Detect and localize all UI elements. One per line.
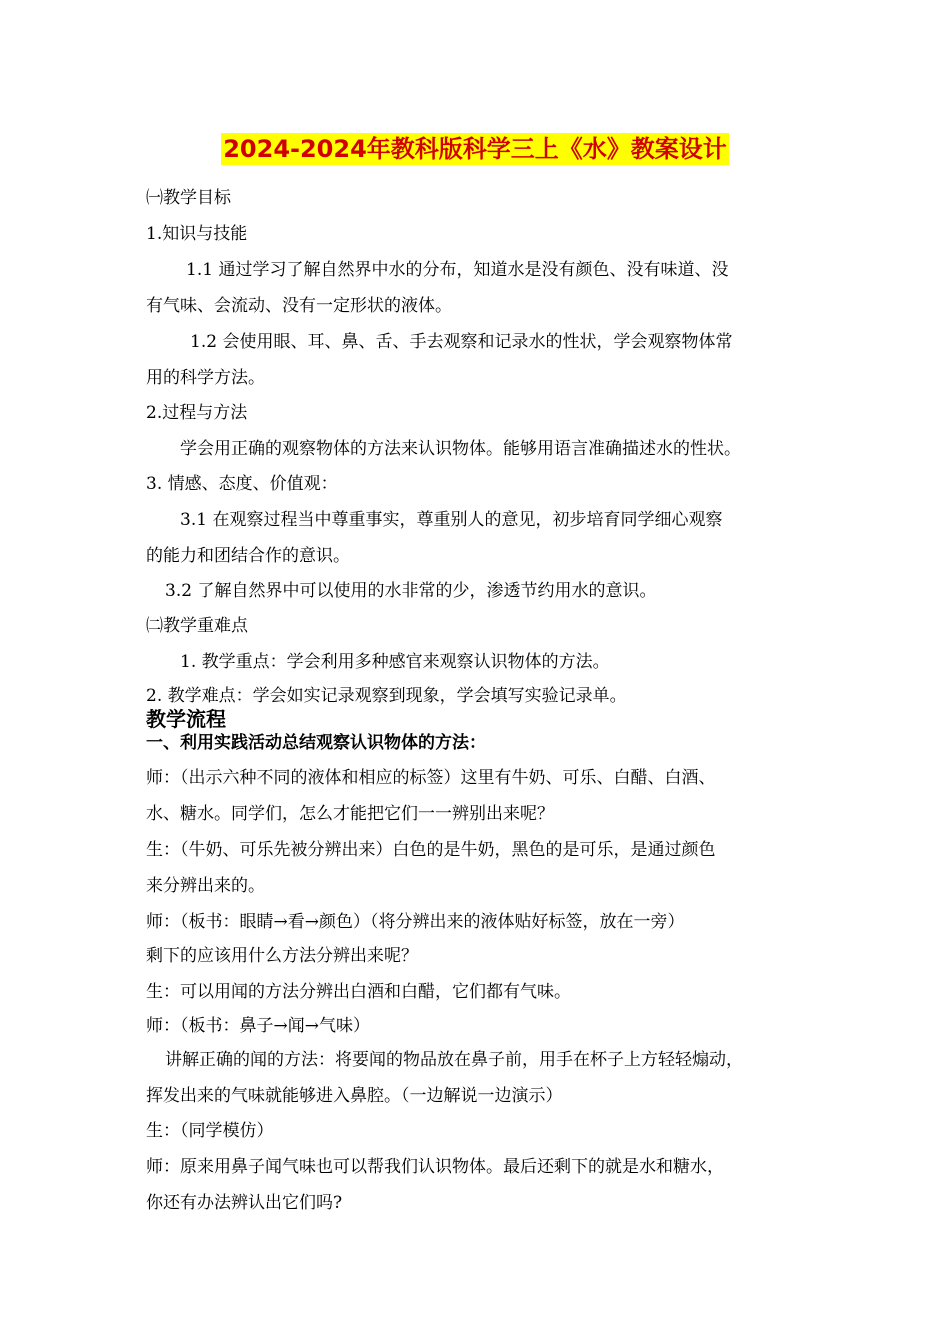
flow-line: 生：（牛奶、可乐先被分辨出来）白色的是牛奶，黑色的是可乐，是通过颜色 <box>146 840 716 860</box>
emotion-item-1-line-1: 3.1 在观察过程当中尊重事实，尊重别人的意见，初步培育同学细心观察 <box>180 510 723 530</box>
title-wrap <box>0 133 950 165</box>
flow-line: 剩下的应该用什么方法分辨出来呢？ <box>146 946 418 966</box>
flow-section-1-heading: 一、利用实践活动总结观察认识物体的方法： <box>146 733 486 753</box>
key-point-1: 1. 教学重点：学会利用多种感官来观察认识物体的方法。 <box>180 652 610 672</box>
process-heading: 2.过程与方法 <box>146 403 248 423</box>
key-points-heading: ㈡教学重难点 <box>146 616 248 636</box>
emotion-item-1-line-2: 的能力和团结合作的意识。 <box>146 546 350 566</box>
emotion-heading: 3. 情感、态度、价值观： <box>146 474 338 494</box>
knowledge-item-1-line-2: 有气味、会流动、没有一定形状的液体。 <box>146 296 452 316</box>
knowledge-heading: 1.知识与技能 <box>146 224 248 244</box>
knowledge-item-2-line-2: 用的科学方法。 <box>146 368 265 388</box>
knowledge-item-1-line-1: 1.1 通过学习了解自然界中水的分布，知道水是没有颜色、没有味道、没 <box>186 260 729 280</box>
flow-line: 讲解正确的闻的方法：将要闻的物品放在鼻子前，用手在杯子上方轻轻煽动， <box>165 1050 743 1070</box>
flow-line: 生：可以用闻的方法分辨出白酒和白醋，它们都有气味。 <box>146 982 571 1002</box>
process-text: 学会用正确的观察物体的方法来认识物体。能够用语言准确描述水的性状。 <box>180 439 741 459</box>
flow-heading: 教学流程 <box>146 707 226 731</box>
page-title: 2024-2024年教科版科学三上《水》教案设计 <box>223 135 727 163</box>
flow-line: 挥发出来的气味就能够进入鼻腔。（一边解说一边演示） <box>146 1086 563 1106</box>
flow-line: 师：（板书：眼睛→看→颜色）（将分辨出来的液体贴好标签，放在一旁） <box>146 912 685 932</box>
flow-line: 来分辨出来的。 <box>146 876 265 896</box>
flow-line: 师：（板书：鼻子→闻→气味） <box>146 1016 370 1036</box>
flow-line: 师：（出示六种不同的液体和相应的标签）这里有牛奶、可乐、白醋、白酒、 <box>146 768 716 788</box>
emotion-item-2: 3.2 了解自然界中可以使用的水非常的少，渗透节约用水的意识。 <box>165 581 657 601</box>
flow-line: 水、糖水。同学们，怎么才能把它们一一辨别出来呢？ <box>146 804 554 824</box>
objectives-heading: ㈠教学目标 <box>146 188 231 208</box>
knowledge-item-2-line-1: 1.2 会使用眼、耳、鼻、舌、手去观察和记录水的性状，学会观察物体常 <box>190 332 733 352</box>
flow-line: 生：（同学模仿） <box>146 1121 274 1141</box>
flow-line: 师：原来用鼻子闻气味也可以帮我们认识物体。最后还剩下的就是水和糖水， <box>146 1157 724 1177</box>
flow-line: 你还有办法辨认出它们吗? <box>146 1193 343 1213</box>
key-point-2: 2. 教学难点：学会如实记录观察到现象，学会填写实验记录单。 <box>146 686 627 706</box>
